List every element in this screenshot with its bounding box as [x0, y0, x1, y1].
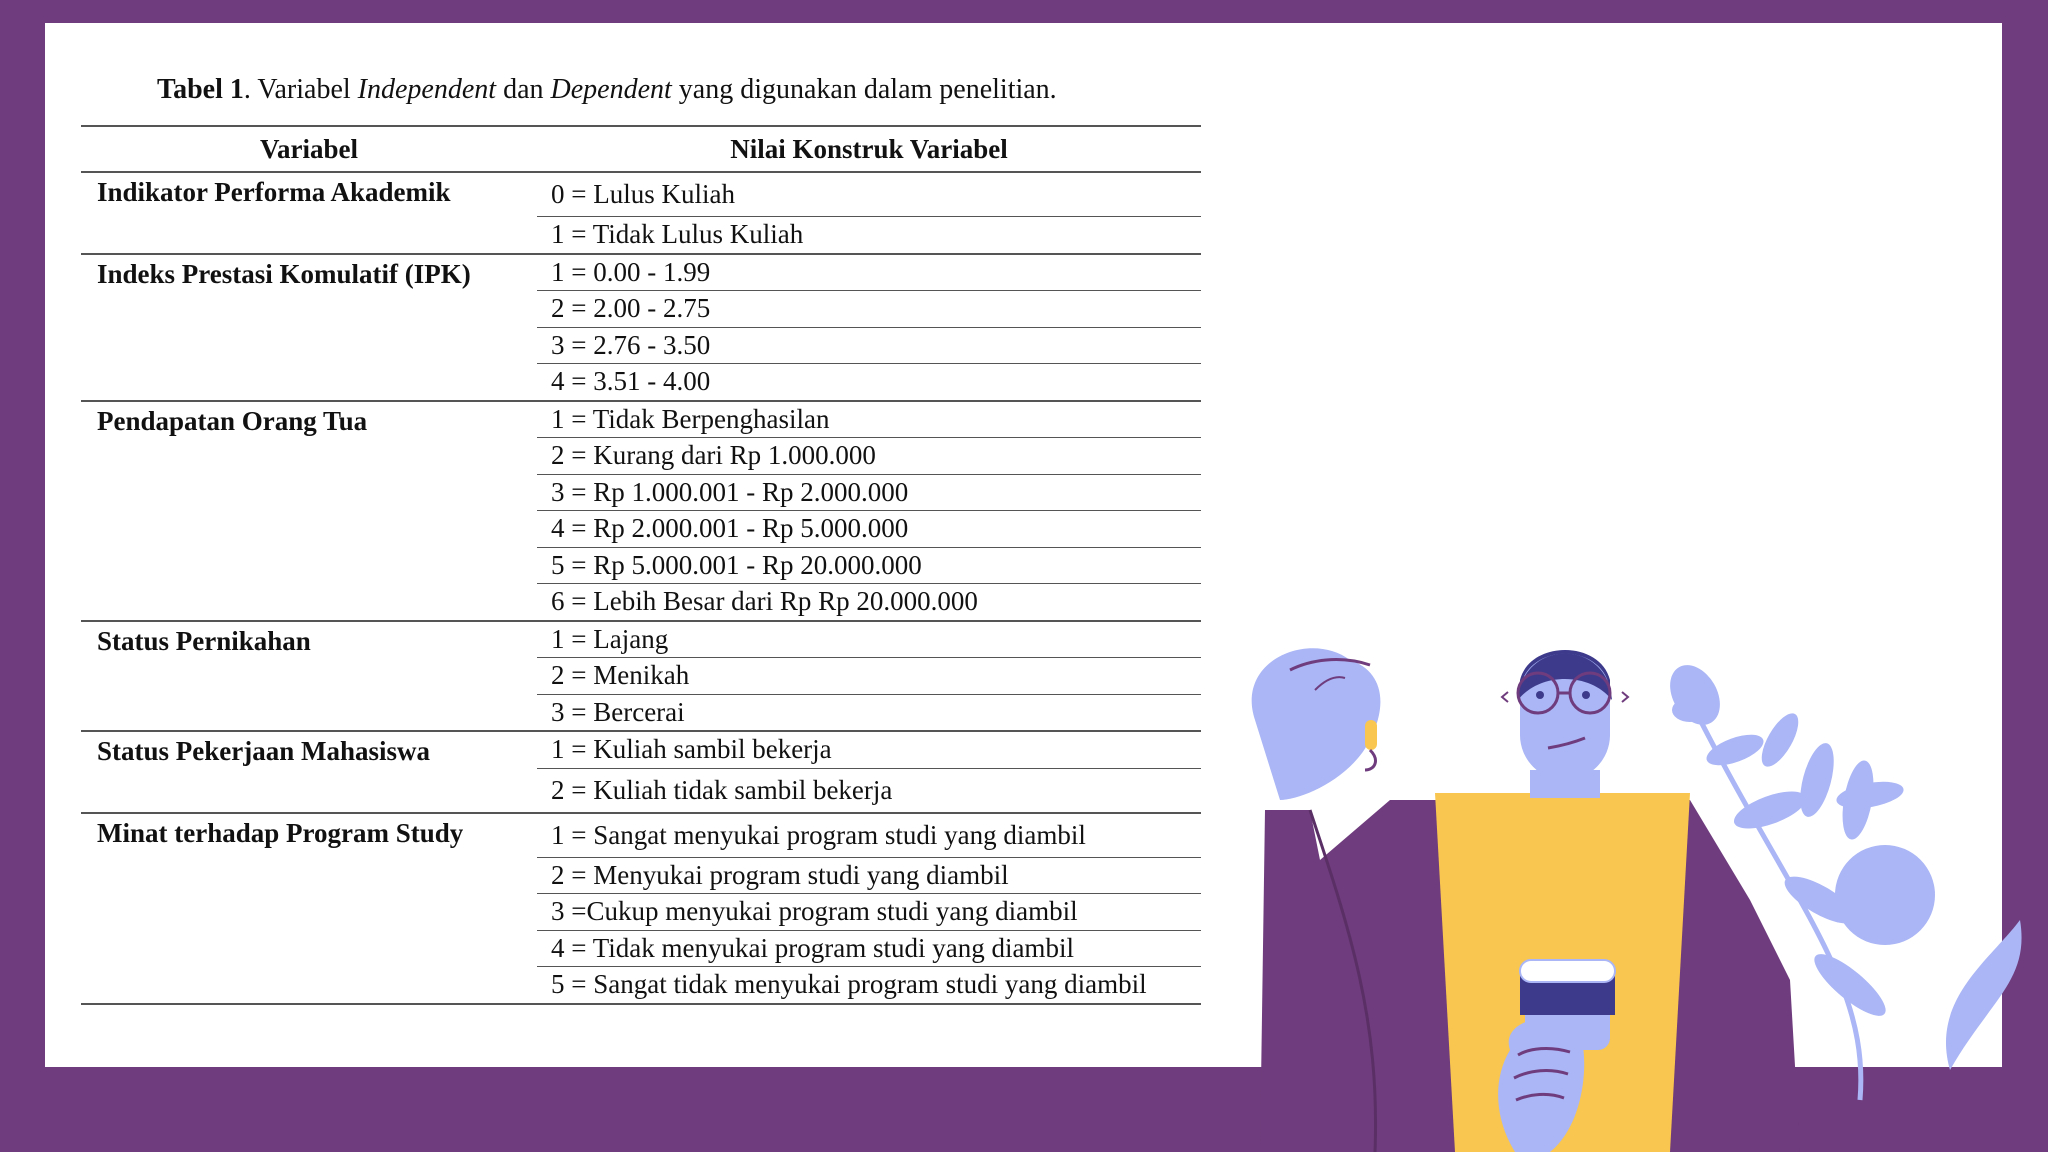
- value-item: 1 = Tidak Berpenghasilan: [537, 402, 1201, 439]
- variable-name-cell: Minat terhadap Program Study: [81, 813, 537, 1004]
- variable-values-cell: [537, 731, 1201, 813]
- value-item: 1 = 0.00 - 1.99: [537, 255, 1201, 292]
- hand-with-pill: [1252, 648, 1381, 800]
- caption-label: Tabel 1: [157, 74, 244, 105]
- variables-table: [81, 125, 1201, 1005]
- caption-italic-2: Dependent: [550, 74, 672, 105]
- caption-text-3: yang digunakan dalam penelitian.: [671, 74, 1057, 105]
- value-item: 1 = Kuliah sambil bekerja: [537, 732, 1201, 769]
- variable-name-cell: Indikator Performa Akademik: [81, 172, 537, 254]
- value-item: 2 = Menyukai program studi yang diambil: [537, 858, 1201, 895]
- table-row: [81, 254, 1201, 401]
- value-item: 4 = 3.51 - 4.00: [551, 366, 711, 396]
- value-item: 2 = Kurang dari Rp 1.000.000: [537, 438, 1201, 475]
- value-item: 3 =Cukup menyukai program studi yang diambil: [537, 894, 1201, 931]
- table-row: [81, 731, 1201, 813]
- table-row: [81, 172, 1201, 254]
- value-item: 3 = Rp 1.000.001 - Rp 2.000.000: [537, 475, 1201, 512]
- variable-name-cell: Status Pernikahan: [81, 621, 537, 732]
- table-row: [81, 621, 1201, 732]
- value-item: 1 = Tidak Lulus Kuliah: [551, 219, 804, 249]
- table-row: [81, 813, 1201, 1004]
- table-header-row: [81, 126, 1201, 172]
- value-item: 5 = Rp 5.000.001 - Rp 20.000.000: [537, 548, 1201, 585]
- variable-values-cell: [537, 254, 1201, 401]
- value-item: 3 = 2.76 - 3.50: [537, 328, 1201, 365]
- person-illustration: [1230, 600, 2048, 1152]
- variable-values-cell: [537, 813, 1201, 1004]
- value-item: 5 = Sangat tidak menyukai program studi yang diambil: [551, 969, 1147, 999]
- table-row: [81, 401, 1201, 621]
- value-item: 1 = Sangat menyukai program studi yang diambil: [537, 814, 1201, 858]
- caption-text-2: dan: [496, 74, 551, 105]
- variable-name-cell: Pendapatan Orang Tua: [81, 401, 537, 621]
- variable-values-cell: [537, 401, 1201, 621]
- variable-values-cell: [537, 172, 1201, 254]
- variable-values-cell: [537, 621, 1201, 732]
- caption-text-1: . Variabel: [243, 74, 358, 105]
- table-caption: [157, 74, 1257, 106]
- caption-italic-1: Independent: [357, 74, 497, 105]
- value-item: 1 = Lajang: [537, 622, 1201, 659]
- header-variabel: Variabel: [81, 126, 537, 172]
- value-item: 0 = Lulus Kuliah: [537, 173, 1201, 217]
- value-item: 4 = Tidak menyukai program studi yang diambil: [537, 931, 1201, 968]
- value-item: 2 = Menikah: [537, 658, 1201, 695]
- value-item: 3 = Bercerai: [551, 696, 685, 727]
- variable-name-cell: Status Pekerjaan Mahasiswa: [81, 731, 537, 813]
- header-nilai: Nilai Konstruk Variabel: [537, 126, 1201, 172]
- value-item: 2 = Kuliah tidak sambil bekerja: [551, 774, 893, 805]
- variable-name-cell: Indeks Prestasi Komulatif (IPK): [81, 254, 537, 401]
- value-item: 6 = Lebih Besar dari Rp Rp 20.000.000: [551, 586, 978, 616]
- value-item: 4 = Rp 2.000.001 - Rp 5.000.000: [537, 511, 1201, 548]
- value-item: 2 = 2.00 - 2.75: [537, 291, 1201, 328]
